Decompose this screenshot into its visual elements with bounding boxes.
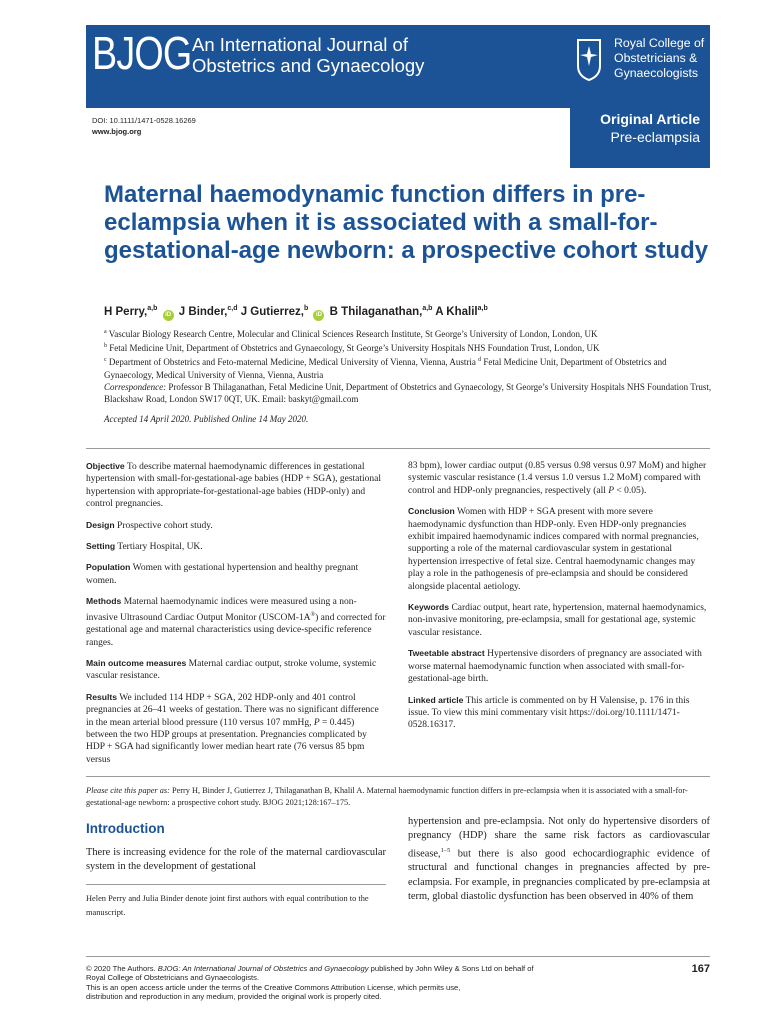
rcog-name: Royal College of Obstetricians & Gynaecologists bbox=[614, 36, 705, 80]
intro-left-text: There is increasing evidence for the role of the maternal cardiovascular system in the development of gestational bbox=[86, 847, 386, 873]
author-name: A Khalil bbox=[435, 305, 478, 318]
author-name: H Perry, bbox=[104, 305, 148, 318]
license-footer: © 2020 The Authors. BJOG: An International Journal of Obstetrics and Gynaecology published by John Wiley & Sons Ltd on behalf of Royal College of Obstetricians and Gynaecologists. This is an open access article under the terms of the Creative Commons Attribution License, which permits use, distribution and reproduction in any medium, provided the original work is properly cited. bbox=[86, 964, 534, 1002]
bjog-logo: BJOG bbox=[92, 27, 192, 79]
citation-ref[interactable]: 1–5 bbox=[440, 846, 451, 854]
orcid-icon[interactable]: iD bbox=[163, 310, 174, 321]
article-type-label: Original Article bbox=[600, 111, 700, 127]
doi-block bbox=[92, 115, 196, 137]
affiliations bbox=[104, 326, 712, 405]
rcog-crest-icon bbox=[576, 38, 602, 82]
abstract-design: Design Prospective cohort study. bbox=[86, 519, 213, 531]
divider bbox=[86, 448, 710, 449]
website-link[interactable]: www.bjog.org bbox=[92, 127, 142, 136]
page-number: 167 bbox=[691, 963, 710, 975]
accepted-date: Accepted 14 April 2020. Published Online 14 May 2020. bbox=[104, 414, 309, 424]
abstract-linked-article: Linked article This article is commented on by H Valensise, p. 176 in this issue. To view this mini commentary visit https://doi.org/10.1111/1471-0528.16317. bbox=[408, 694, 690, 731]
author-list: H Perry,$^{a,b}$ iD J Binder,$^{c,d}$ J Gutierrez,$^b$ iD B Thilaganathan,$^{a,b}$ A Khalil$^{a,b}$ bbox=[104, 305, 704, 321]
footnote-divider bbox=[86, 884, 386, 885]
intro-right-text: hypertension and pre-eclampsia. Not only do hypertensive disorders of pregnancy (HDP) share the same risk factors as cardiovascular disease,$^{1-5}$ but there is also good echocardiographic evidence of structural and functional changes in pregnancies affected by pre-eclampsia. For example, in pregnancies complicated by pre-eclampsia at term, global diastolic dysfunction has been observed in 40% of them bbox=[408, 816, 710, 902]
footer-divider bbox=[86, 956, 710, 957]
divider bbox=[86, 776, 710, 777]
abstract-tweetable: Tweetable abstract Hypertensive disorders of pregnancy are associated with worse maternal haemodynamic function when associated with small-for-gestational-age birth. bbox=[408, 648, 702, 685]
affiliation-b: $^b$ Fetal Medicine Unit, Department of Obstetrics and Gynaecology, St George’s University Hospitals NHS Foundation Trust, London, UK bbox=[104, 343, 600, 354]
author-name: J Gutierrez, bbox=[240, 305, 304, 318]
author-name: B Thilaganathan, bbox=[329, 305, 423, 318]
abstract-left-column bbox=[86, 460, 386, 774]
abstract-setting: Setting Tertiary Hospital, UK. bbox=[86, 541, 203, 553]
orcid-icon[interactable]: iD bbox=[313, 310, 324, 321]
joint-author-footnote: Helen Perry and Julia Binder denote joint first authors with equal contribution to the manuscript. bbox=[86, 894, 369, 917]
article-section-label: Pre-eclampsia bbox=[610, 129, 700, 145]
abstract-population: Population Women with gestational hypertension and healthy pregnant women. bbox=[86, 562, 359, 586]
abstract-keywords: Keywords Cardiac output, heart rate, hypertension, maternal haemodynamics, non-invasive monitoring, pre-eclampsia, small for gestational age, systemic vascular resistance. bbox=[408, 602, 707, 638]
section-heading-introduction: Introduction bbox=[86, 821, 165, 836]
affiliation-c-d: $^c$ Department of Obstetrics and Feto-maternal Medicine, Medical University of Vienna, Vienna, Austria $^d$ Fetal Medicine Unit, Department of Obstetrics and Gynaecology, Medical University of Vienna, Vienna, Austria bbox=[104, 357, 667, 380]
journal-name: An International Journal of Obstetrics and Gynaecology bbox=[192, 34, 425, 76]
abstract-conclusion: Conclusion Women with HDP + SGA present with more severe haemodynamic dysfunction than HDP-only. Even HDP-only pregnancies exhibit impaired haemodynamic indices compared with normal pregnancies, supporting a role of the maternal cardiovascular system in gestational hypertension irrespective of fetal size. Central haemodynamic changes may play a role in the pathogenesis of pre-eclampsia and should be considered alongside placental aetiology. bbox=[408, 506, 699, 592]
citation-note: Please cite this paper as: Perry H, Binder J, Gutierrez J, Thilaganathan B, Khalil A. Maternal haemodynamic function differs in pre-eclampsia when it is associated with a small-for-gestational-age newborn: a prospective cohort study. BJOG 2021;128:167–175. bbox=[86, 786, 688, 807]
abstract-outcome: Main outcome measures Maternal cardiac output, stroke volume, systemic vascular resistance. bbox=[86, 658, 377, 682]
affiliation-a: $^a$ Vascular Biology Research Centre, Molecular and Clinical Sciences Research Institute, St George’s University of London, London, UK bbox=[104, 329, 598, 339]
article-type bbox=[572, 110, 700, 146]
correspondence: Correspondence: Professor B Thilaganathan, Fetal Medicine Unit, Department of Obstetrics and Gynaecology, St George’s University Hospitals NHS Foundation Trust, Blackshaw Road, London SW17 0QT, UK. Email: baskyt@gmail.com bbox=[104, 381, 712, 405]
abstract-results-cont: 83 bpm), lower cardiac output (0.85 versus 0.98 versus 0.97 MoM) and higher systemic vascular resistance (1.4 versus 1.0 versus 1.2 MoM) compared with control and HDP-only pregnancies, respectively (all P < 0.05). bbox=[408, 461, 707, 496]
abstract-methods: Methods Maternal haemodynamic indices were measured using a non-invasive Ultrasound Cardiac Output Monitor (USCOM-1A®) and corrected for gestational age and maternal characteristics using device-specific reference ranges. bbox=[86, 596, 386, 648]
article-title: Maternal haemodynamic function differs in pre-eclampsia when it is associated with a small-for-gestational-age newborn: a prospective cohort study bbox=[104, 181, 709, 264]
abstract-results: Results We included 114 HDP + SGA, 202 HDP-only and 401 control pregnancies at 26–41 weeks of gestation. There was no significant difference in the mean arterial blood pressure (110 versus 107 mmHg, P = 0.445) between the two HDP groups at presentation. Pregnancies complicated by HDP + SGA had significantly lower median heart rate (76 versus 85 bpm versus bbox=[86, 691, 379, 765]
abstract-right-column bbox=[408, 460, 710, 740]
author-name: J Binder, bbox=[178, 305, 228, 318]
abstract-objective: Objective To describe maternal haemodynamic differences in gestational hypertension with small-for-gestational-age babies (HDP + SGA), gestational hypertension with appropriate-for-gestational-age babies (HDP-only) and control pregnancies. bbox=[86, 461, 382, 510]
doi-text[interactable]: DOI: 10.1111/1471-0528.16269 bbox=[92, 116, 196, 125]
